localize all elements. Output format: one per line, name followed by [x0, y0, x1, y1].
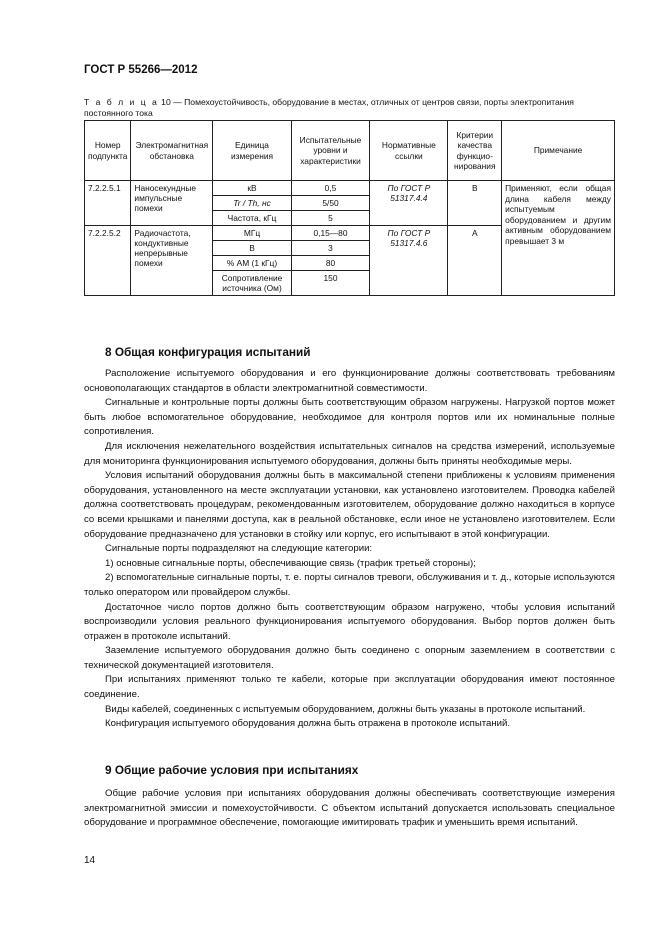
- row2-reference: По ГОСТ Р 51317.4.6: [370, 226, 448, 296]
- document-header: ГОСТ Р 55266—2012: [84, 64, 198, 76]
- col-header-refs: Нормативные ссылки: [370, 121, 448, 181]
- col-header-environment: Электромагнитная обстановка: [131, 121, 213, 181]
- row2-criterion: A: [448, 226, 502, 296]
- col-header-note: Примечание: [502, 121, 615, 181]
- row1-reference: По ГОСТ Р 51317.4.4: [370, 181, 448, 226]
- table-caption: [84, 97, 594, 119]
- table-row: [85, 181, 615, 196]
- row1-criterion: B: [448, 181, 502, 226]
- row1-environment: Наносекундные импульсные помехи: [131, 181, 213, 226]
- table-caption-prefix: Т а б л и ц а: [84, 97, 159, 107]
- table-caption-text: 10 — Помехоустойчивость, оборудование в местах, отличных от центров связи, порты электропитания постоянного тока: [84, 97, 574, 118]
- row2-number: 7.2.2.5.2: [85, 226, 131, 296]
- col-header-number: Номер подпункта: [85, 121, 131, 181]
- section-8-body: [84, 367, 615, 732]
- row1-unit-1: кВ: [213, 181, 291, 196]
- row2-level-2: 3: [291, 241, 370, 256]
- row2-level-1: 0,15—80: [291, 226, 370, 241]
- row2-unit-3: % АМ (1 кГц): [213, 256, 291, 271]
- section-8-paragraph: Расположение испытуемого оборудования и его функционирование должны соответствовать требованиям основополагающих стандартов в области электромагнитной совместимости.: [84, 368, 615, 394]
- section-8-paragraph: При испытаниях применяют только те кабели, которые при эксплуатации оборудования имеют постоянное соединение.: [84, 674, 615, 701]
- section-8-paragraph: Виды кабелей, соединенных с испытуемым оборудованием, должны быть указаны в протоколе испытаний.: [105, 703, 586, 715]
- immunity-table: [84, 120, 615, 296]
- row2-level-4: 150: [291, 271, 370, 296]
- section-8-title: 8 Общая конфигурация испытаний: [105, 345, 311, 359]
- col-header-criteria: Критерии качества функцио-нирования: [448, 121, 502, 181]
- section-8-paragraph: Заземление испытуемого оборудования должно быть соединено с опорным заземлением в соответствии с технической документацией изготовителя.: [84, 645, 615, 671]
- table-note: Применяют, если общая длина кабеля между испытуемым оборудованием и другим активным оборудованием превышает 3 м: [502, 181, 615, 296]
- section-8-paragraph: Сигнальные и контрольные порты должны быть соответствующим образом нагружены. Нагрузкой портов может быть любое вспомогательное оборудование, необходимое для контроля портов или их номинальные полные сопротивления.: [84, 397, 615, 438]
- row1-unit-3: Частота, кГц: [213, 211, 291, 226]
- row2-unit-4: Сопротивление источника (Ом): [213, 271, 291, 296]
- row1-unit-2: Tr / Th, нс: [213, 196, 291, 211]
- section-8-paragraph: Достаточное число портов должно быть соответствующим образом нагружено, чтобы условия испытаний воспроизводили условия реального функционирования испытуемого оборудования. Выбор портов должен быть отражен в протоколе испытаний.: [84, 601, 615, 642]
- row2-unit-1: МГц: [213, 226, 291, 241]
- table-header-row: [85, 121, 615, 181]
- row1-level-2: 5/50: [291, 196, 370, 211]
- section-8-paragraph: Для исключения нежелательного воздействия испытательных сигналов на средства измерений, используемые для мониторинга функционирования испытуемого оборудования, должны быть приняты необходимые меры.: [84, 440, 615, 467]
- section-9-title: 9 Общие рабочие условия при испытаниях: [105, 763, 359, 777]
- row1-level-3: 5: [291, 211, 370, 226]
- row2-level-3: 80: [291, 256, 370, 271]
- page-number: 14: [84, 855, 96, 866]
- section-8-paragraph: Конфигурация испытуемого оборудования должна быть отражена в протоколе испытаний.: [105, 718, 511, 730]
- col-header-unit: Единица измерения: [213, 121, 291, 181]
- row2-unit-2: В: [213, 241, 291, 256]
- row1-number: 7.2.2.5.1: [85, 181, 131, 226]
- row1-level-1: 0,5: [291, 181, 370, 196]
- section-9-paragraph: Общие рабочие условия при испытаниях оборудования должны обеспечивать соответствующие измерения электромагнитной эмиссии и помехоустойчивости. С объектом испытаний допускается использовать специальное оборудование и программное обеспечение, помогающие имитировать трафик и уменьшить время испытаний.: [84, 788, 615, 829]
- col-header-levels: Испытательные уровни и характеристики: [291, 121, 370, 181]
- section-8-paragraph: Сигнальные порты подразделяют на следующие категории:: [105, 543, 373, 555]
- row2-environment: Радиочастота, кондуктивные непрерывные помехи: [131, 226, 213, 296]
- section-8-list-item: 1) основные сигнальные порты, обеспечивающие связь (трафик третьей стороны);: [105, 557, 476, 569]
- section-9-body: [84, 787, 615, 831]
- section-8-list-item: 2) вспомогательные сигнальные порты, т. е. порты сигналов тревоги, обслуживания и т. д., которые используются только оператором или провайдером службы.: [84, 572, 615, 598]
- section-8-paragraph: Условия испытаний оборудования должны быть в максимальной степени приближены к условиям применения оборудования, установленного на месте эксплуатации установки, как установлено изготовителем. Проводка кабелей должна соответствовать процедурам, рекомендованным изготовителем, оборудование должно находиться в корпусе со всеми крышками и панелями доступа, как в реальной обстановке, если иное не установлено изготовителем. Если оборудование предназначено для установки в стойку или корпус, его испытывают в этой конфигурации.: [84, 470, 615, 540]
